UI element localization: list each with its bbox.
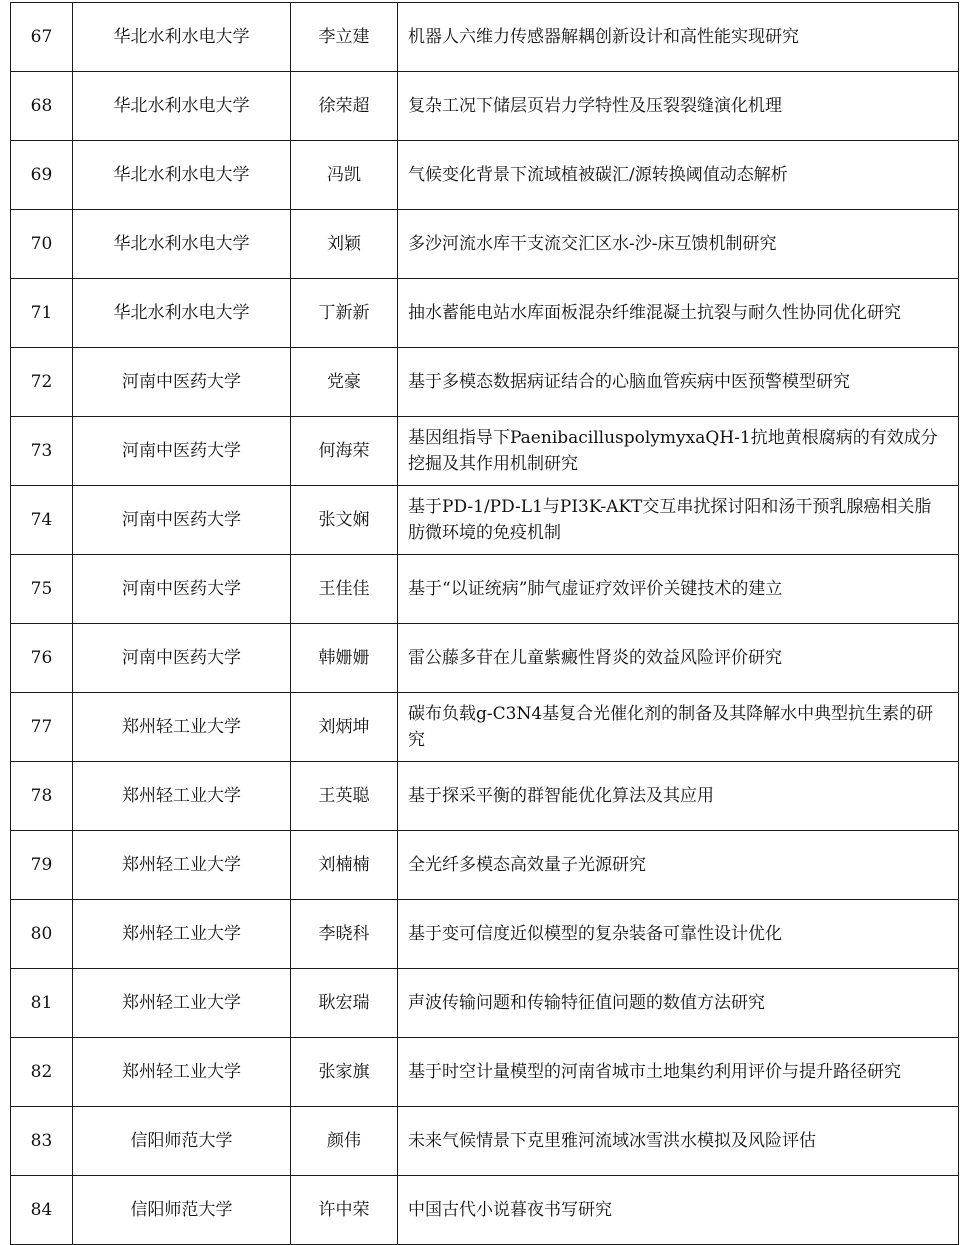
project-table-body	[11, 3, 959, 1245]
table-row	[11, 486, 959, 555]
applicant-name: 耿宏瑞	[291, 969, 398, 1038]
table-row	[11, 969, 959, 1038]
project-title: 中国古代小说暮夜书写研究	[398, 1176, 959, 1245]
applicant-name: 张家旗	[291, 1038, 398, 1107]
applicant-name: 徐荣超	[291, 72, 398, 141]
school-name: 郑州轻工业大学	[73, 969, 291, 1038]
school-name: 华北水利水电大学	[73, 72, 291, 141]
applicant-name: 许中荣	[291, 1176, 398, 1245]
project-title: 声波传输问题和传输特征值问题的数值方法研究	[398, 969, 959, 1038]
project-title: 基于变可信度近似模型的复杂装备可靠性设计优化	[398, 900, 959, 969]
row-number: 76	[11, 624, 73, 693]
project-title: 未来气候情景下克里雅河流域冰雪洪水模拟及风险评估	[398, 1107, 959, 1176]
table-row	[11, 1107, 959, 1176]
table-row	[11, 624, 959, 693]
school-name: 河南中医药大学	[73, 417, 291, 486]
school-name: 郑州轻工业大学	[73, 693, 291, 762]
table-row	[11, 555, 959, 624]
table-row	[11, 900, 959, 969]
row-number: 70	[11, 210, 73, 279]
applicant-name: 冯凯	[291, 141, 398, 210]
row-number: 74	[11, 486, 73, 555]
applicant-name: 张文娴	[291, 486, 398, 555]
applicant-name: 王佳佳	[291, 555, 398, 624]
table-row	[11, 1038, 959, 1107]
table-row	[11, 72, 959, 141]
table-row	[11, 141, 959, 210]
project-title: 雷公藤多苷在儿童紫癜性肾炎的效益风险评价研究	[398, 624, 959, 693]
project-title: 气候变化背景下流域植被碳汇/源转换阈值动态解析	[398, 141, 959, 210]
school-name: 郑州轻工业大学	[73, 762, 291, 831]
row-number: 75	[11, 555, 73, 624]
applicant-name: 刘楠楠	[291, 831, 398, 900]
applicant-name: 丁新新	[291, 279, 398, 348]
table-row	[11, 831, 959, 900]
project-title: 基于多模态数据病证结合的心脑血管疾病中医预警模型研究	[398, 348, 959, 417]
project-title: 基于探采平衡的群智能优化算法及其应用	[398, 762, 959, 831]
row-number: 71	[11, 279, 73, 348]
applicant-name: 党豪	[291, 348, 398, 417]
project-title: 基于时空计量模型的河南省城市土地集约利用评价与提升路径研究	[398, 1038, 959, 1107]
row-number: 78	[11, 762, 73, 831]
school-name: 郑州轻工业大学	[73, 1038, 291, 1107]
school-name: 华北水利水电大学	[73, 3, 291, 72]
school-name: 华北水利水电大学	[73, 141, 291, 210]
row-number: 82	[11, 1038, 73, 1107]
table-row	[11, 417, 959, 486]
row-number: 80	[11, 900, 73, 969]
school-name: 华北水利水电大学	[73, 210, 291, 279]
row-number: 73	[11, 417, 73, 486]
project-table	[10, 2, 959, 1245]
school-name: 郑州轻工业大学	[73, 900, 291, 969]
table-row	[11, 348, 959, 417]
table-row	[11, 1176, 959, 1245]
school-name: 华北水利水电大学	[73, 279, 291, 348]
school-name: 河南中医药大学	[73, 624, 291, 693]
school-name: 信阳师范大学	[73, 1107, 291, 1176]
project-title: 复杂工况下储层页岩力学特性及压裂裂缝演化机理	[398, 72, 959, 141]
row-number: 77	[11, 693, 73, 762]
row-number: 72	[11, 348, 73, 417]
row-number: 83	[11, 1107, 73, 1176]
school-name: 河南中医药大学	[73, 486, 291, 555]
school-name: 郑州轻工业大学	[73, 831, 291, 900]
table-row	[11, 210, 959, 279]
table-row	[11, 693, 959, 762]
applicant-name: 李晓科	[291, 900, 398, 969]
table-row	[11, 279, 959, 348]
project-title: 基于“以证统病”肺气虚证疗效评价关键技术的建立	[398, 555, 959, 624]
applicant-name: 刘颖	[291, 210, 398, 279]
project-title: 多沙河流水库干支流交汇区水-沙-床互馈机制研究	[398, 210, 959, 279]
school-name: 河南中医药大学	[73, 348, 291, 417]
applicant-name: 何海荣	[291, 417, 398, 486]
row-number: 69	[11, 141, 73, 210]
project-title: 基因组指导下PaenibacilluspolymyxaQH-1抗地黄根腐病的有效成分挖掘及其作用机制研究	[398, 417, 959, 486]
row-number: 81	[11, 969, 73, 1038]
row-number: 79	[11, 831, 73, 900]
school-name: 河南中医药大学	[73, 555, 291, 624]
project-title: 抽水蓄能电站水库面板混杂纤维混凝土抗裂与耐久性协同优化研究	[398, 279, 959, 348]
row-number: 67	[11, 3, 73, 72]
table-row	[11, 762, 959, 831]
project-title: 基于PD-1/PD-L1与PI3K-AKT交互串扰探讨阳和汤干预乳腺癌相关脂肪微环境的免疫机制	[398, 486, 959, 555]
table-row	[11, 3, 959, 72]
school-name: 信阳师范大学	[73, 1176, 291, 1245]
project-title: 碳布负载g-C3N4基复合光催化剂的制备及其降解水中典型抗生素的研究	[398, 693, 959, 762]
project-title: 全光纤多模态高效量子光源研究	[398, 831, 959, 900]
row-number: 84	[11, 1176, 73, 1245]
row-number: 68	[11, 72, 73, 141]
applicant-name: 王英聪	[291, 762, 398, 831]
applicant-name: 颜伟	[291, 1107, 398, 1176]
applicant-name: 李立建	[291, 3, 398, 72]
project-title: 机器人六维力传感器解耦创新设计和高性能实现研究	[398, 3, 959, 72]
applicant-name: 韩姗姗	[291, 624, 398, 693]
applicant-name: 刘炳坤	[291, 693, 398, 762]
